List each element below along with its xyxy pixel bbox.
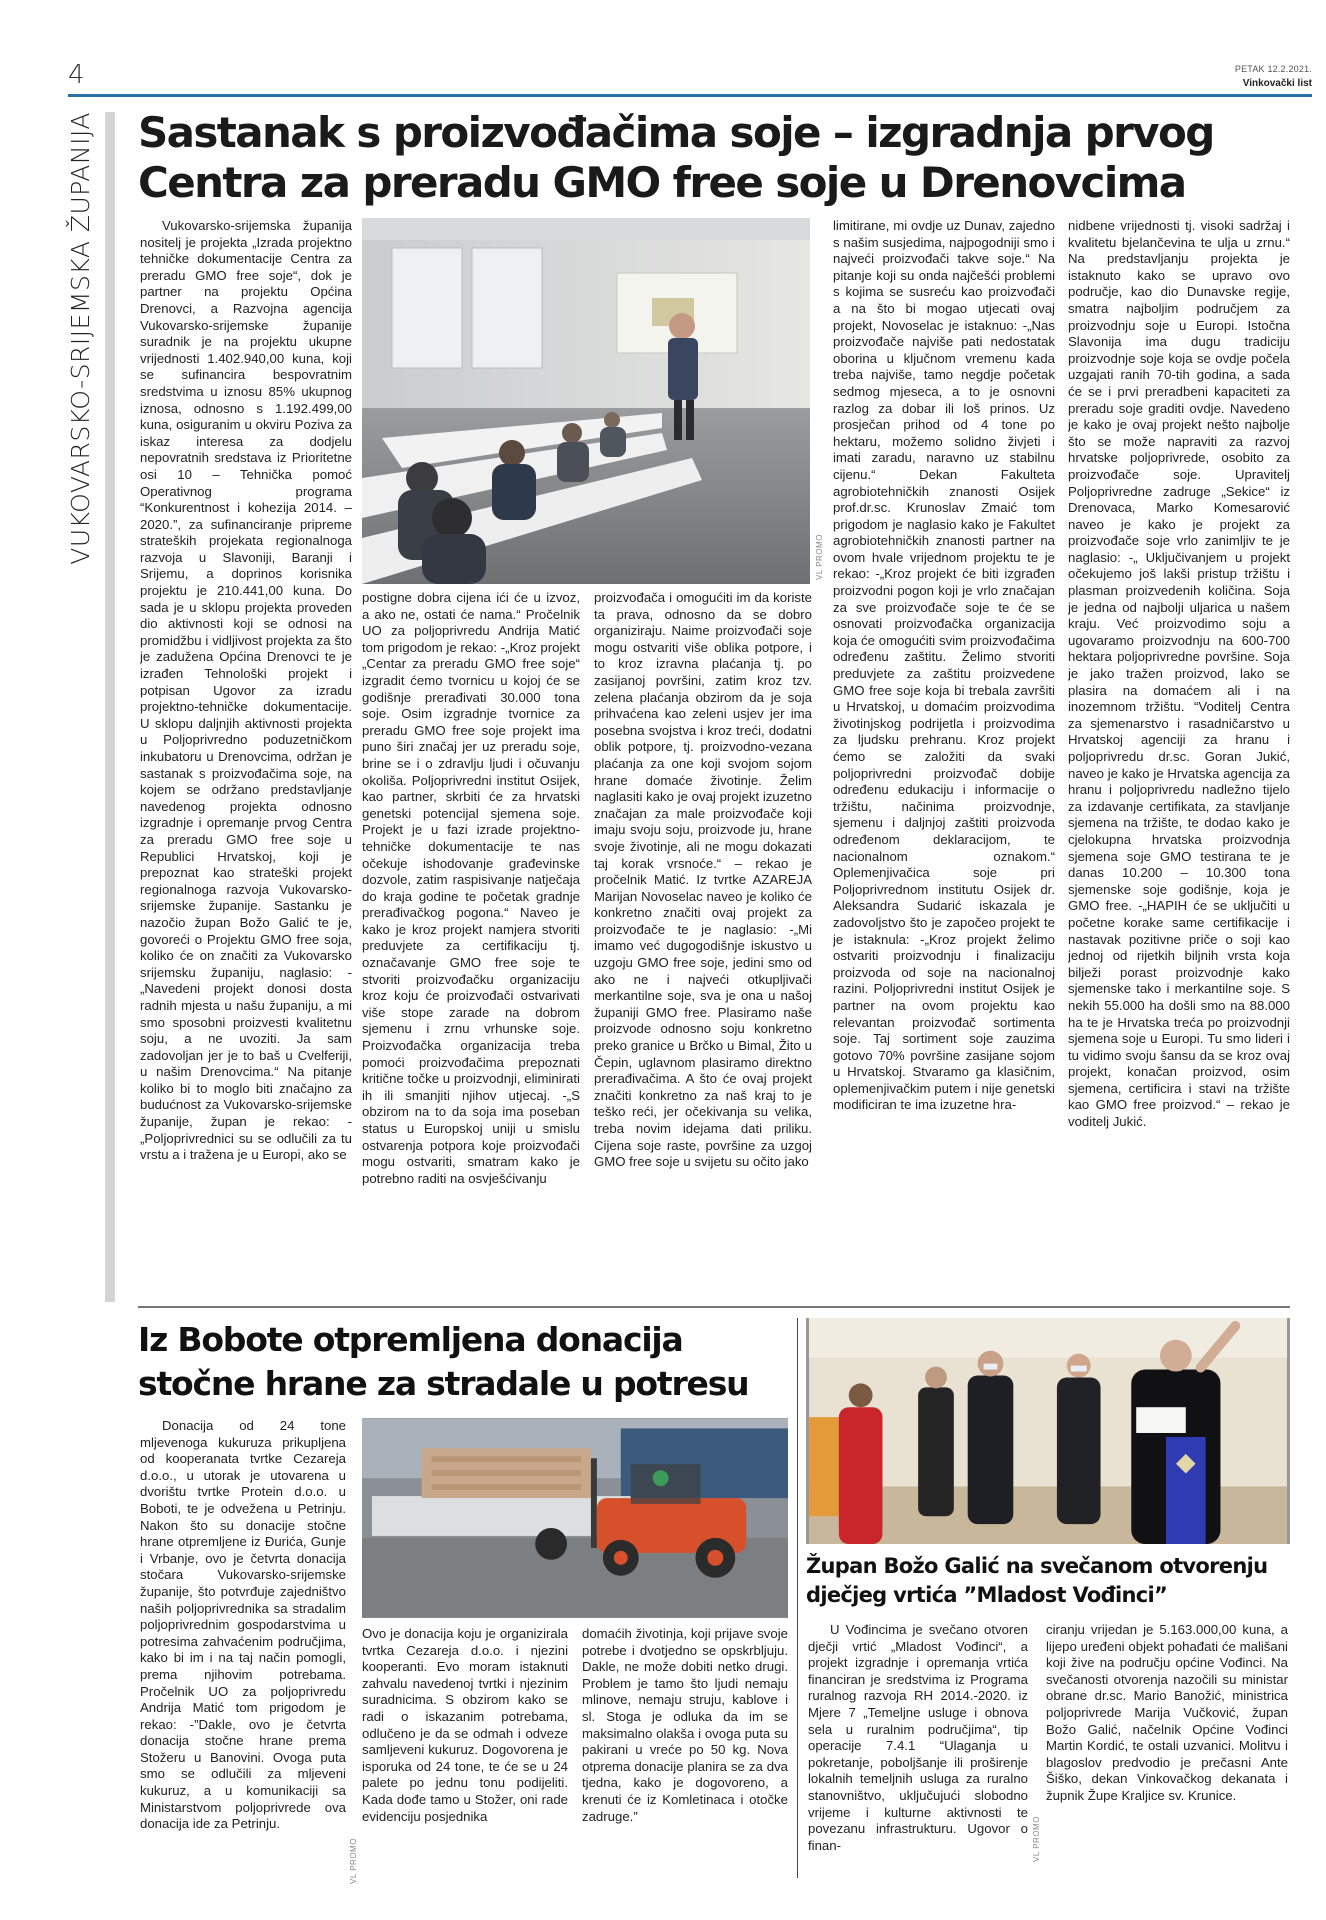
article-2-text-2: Ovo je donacija koju je organizirala tvrtka Cezareja d.o.o. i njezini kooperanti. Evo moram istaknuti zahvalu navedenoj tvrtki i njezinim suradnicima. S obzirom kako se radi o iskazanim potrebama, odlučeno je da se odmah i odveze samljeveni kukuruz. Dogovorena je isporuka od 24 tone, te će se u 24 palete po jednu tonu podijeliti. Kada dođe tamo u Stožer, oni rade evidenciju posjednika (362, 1626, 568, 1824)
article-1-photo-meeting (362, 218, 810, 584)
publication-name: Vinkovački list (1242, 78, 1312, 89)
article-divider (138, 1306, 1290, 1308)
kindergarten-photo-illustration (806, 1318, 1290, 1544)
publication-date: PETAK 12.2.2021. (1234, 64, 1312, 74)
article-1-text-2: postigne dobra cijena ići će u izvoz, a ako ne, ostati će nama.“ Pročelnik UO za poljoprivredu Andrija Matić tom prigodom je rekao: -„Kroz projekt „Centar za preradu GMO free soje“ izgradit ćemo tvornicu u kojoj će se godišnje prerađivati 30.000 tona soje. Osim izgradnje tvornice za preradu GMO free soje projekt ima puno širi značaj jer uz preradu soje, brine se i o zdravlju ljudi i očuvanju okoliša. Poljoprivredni institut Osijek, kao partner, skrbiti će za hrvatski genetski potencijal sjemena soje. Projekt je u fazi izrade projektno-tehničke dokumentacije te nas očekuje ishodovanje građevinske dozvole, zatim raspisivanje natječaja do kraja godine te početak gradnje prerađivačkog pogona.“ Naveo je kako je kroz projekt namjera stvoriti preduvjete za certifikaciju tj. označavanje GMO free soje te stvoriti proizvođačku organizaciju kroz koju će proizvođači ostvarivati više stope zarade na dobrom sjemenu i zrnu vrhunske soje. Proizvođačka organizacija treba pomoći proizvođačima prepoznati kritične točke u proizvodnji, eliminirati ih ili smanjiti njihov utjecaj. -„S obzirom na to da soja ima poseban status u Europskoj uniji u smislu ostvarenja potpora koje proizvođači mogu ostvariti, smatram kako je potrebno raditi na osvješćivanju (362, 590, 580, 1186)
article-2-text-1: Donacija od 24 tone mljevenoga kukuruza prikupljena od kooperanata tvrtke Cezareja d.o.o., u utorak je utovarena u dvorištu tvrtke Protein d.o.o. u Boboti, te je odvežena u Petrinju. Nakon što su donacije stočne hrane otpremljene iz Đurića, Gunje i Vrbanje, ovo je četvrta donacija stočara Vukovarsko-srijemske županije, što potvrđuje zajedništvo naših poljoprivrednika sa stradalim poljoprivrednim gospodarstvima u potresima zahvaćenim područjima, kako bi im i na taj način pomogli, prema njihovim potrebama. Pročelnik UO za poljoprivredu Andrija Matić tom prigodom je rekao: -”Dakle, ovo je četvrta donacija stočne hrane prema Stožeru u Banovini. Ovoga puta smo se odlučili za mljeveni kukuruz, a u komunikaciji sa Ministarstvom poljoprivrede ova donacija ide za Petrinju. (140, 1418, 346, 1832)
article-3-headline-line-2: dječjeg vrtića ”Mladost Vođinci” (806, 1583, 1168, 1607)
section-bar (105, 112, 115, 1302)
forklift-photo-illustration (362, 1418, 788, 1618)
article-1-column-4 (833, 218, 1055, 1298)
article-2-text-3: domaćih životinja, koji prijave svoje potrebe i dvotjedno se opskrbljuju. Dakle, ne može dobiti netko drugi. Problem je tamo što ljudi nemaju mlinove, nemaju struju, kablove i sl. Stoga je odluka da im se maksimalno olakša i ovoga puta su pakirani u vreće po 50 kg. Nova otprema donacije planira se za dva tjedna, kako je dogovoreno, a krenuti će iz Komletinaca i otočke zadruge.” (582, 1626, 788, 1824)
article-3-text-2: ciranju vrijedan je 5.163.000,00 kuna, a lijepo uređeni objekt pohađati će mališani koji žive na području općine Vođinci. Na svečanosti otvorenja nazočili su ministar obrane dr.sc. Mario Banožić, ministrica poljoprivrede Marija Vučković, župan Božo Galić, načelnik Općine Vođinci Martin Kordić, te ostali uzvanici. Molitvu i blagoslov predvodio je prečasni Ante Šiško, dekan Vinkovačkog dekanata i župnik Župe Kraljice sv. Krunice. (1046, 1622, 1288, 1803)
photo-credit-1: VL PROMO (815, 534, 824, 580)
meeting-photo-illustration (362, 218, 810, 584)
article-2-headline (138, 1318, 788, 1410)
photo-credit-2: VL PROMO (349, 1838, 358, 1884)
article-2-column-2 (362, 1626, 568, 1846)
article-3-photo-kindergarten (806, 1318, 1290, 1544)
article-3-text-1: U Vođincima je svečano otvoren dječji vrtić „Mladost Vođinci“, a projekt izgradnje i opremanja vrtića financiran je sredstvima iz Programa ruralnog razvoja RH 2014.-2020. iz Mjere 7 „Temeljne usluge i obnova sela u ruralnim područjima“, tip operacije 7.4.1 “Ulaganja u pokretanje, poboljšanje ili proširenje lokalnih temeljnih usluga za ruralno stanovništvo, uključujući slobodno vrijeme i kulturne aktivnosti te povezanu infrastrukturu. Ugovor o finan- (808, 1622, 1028, 1853)
article-3-column-2 (1046, 1622, 1288, 1872)
article-2-column-1 (140, 1418, 346, 1838)
article-3-column-1 (808, 1622, 1028, 1872)
article-1-text-1: Vukovarsko-srijemska županija nositelj je projekta „Izrada projektno tehničke dokumentacije Centra za preradu GMO free soje“, dok je partner na projektu Općina Drenovci, a Razvojna agencija Vukovarsko-srijemske županije suradnik je na projektu ukupne vrijednosti 1.402.940,00 kuna, koji se sufinancira bespovratnim sredstvima u iznosu 85% ukupnog iznosa, odnosno s 1.192.499,00 kuna, osiguranim u okviru Poziva za iskaz interesa za dodjelu nepovratnih sredstava iz Prioritetne osi 10 – Tehnička pomoć Operativnog programa “Konkurentnost i kohezija 2014. – 2020.”, za sufinanciranje pripreme strateških projekata regionalnoga razvoja u Slavoniji, Baranji i Srijemu, a doprinos korisnika projektu je 210.441,00 kuna. Do sada je u sklopu projekta proveden dio aktivnosti koji se odnosi na promidžbu i vidljivost projekta za što je zadužena Općina Drenovci te je izrađen Tehnološki projekt i potpisan Ugovor za izradu projektno-tehničke dokumentacije. U sklopu daljnjih aktivnosti projekta u Poljoprivredno poduzetničkom inkubatoru u Drenovcima, održan je sastanak s proizvođačima soje, na kojem se održano predstavljanje navedenog projekta odnosno izgradnje i opremanje prvog Centra za preradu GMO free soje u Republici Hrvatskoj, koji je prepoznat kao strateški projekt regionalnoga razvoja Vukovarsko-srijemske županije. Sastanku je nazočio župan Božo Galić te je, govoreći o Projektu GMO free soja, koliko će on značiti za Vukovarsko srijemsku županiju, naglasio: - „Navedeni projekt donosi dosta radnih mjesta u našu županiju, a mi smo sposobni proizvesti kvalitetnu soju, a ne uvoziti. Ja sam zadovoljan jer je to baš u Cvelferiji, u našim Drenovcima.“ Na pitanje koliko bi to moglo biti značajno za budućnost za Vukovarsko-srijemske županije, župan je rekao: -„Poljoprivrednici su se odlučili za tu vrstu a i tražena je u Europi, ako se (140, 218, 352, 1163)
column-divider (797, 1318, 798, 1878)
article-1-column-3 (594, 590, 812, 1300)
article-2-photo-forklift (362, 1418, 788, 1618)
article-1-headline-line-2: Centra za preradu GMO free soje u Drenovcima (138, 158, 1186, 207)
article-1-headline-line-1: Sastanak s proizvođačima soje – izgradnja prvog (138, 108, 1214, 157)
article-1-column-2 (362, 590, 580, 1300)
page-number: 4 (68, 60, 85, 90)
section-label-text: VUKOVARSKO-SRIJEMSKA ŽUPANIJA (66, 112, 95, 565)
article-1-column-1 (140, 218, 352, 1298)
article-1-text-4: limitirane, mi ovdje uz Dunav, zajedno s našim susjedima, najpogodniji smo i najveći proizvođači takve soje.“ Na pitanje koji su onda najčešći problemi s kojima se susreću kao proizvođači a na što bi mogao utjecati ovaj projekt, Novoselac je istaknuo: -„Nas proizvođače najviše pati nedostatak oborina u ključnom vremenu kada treba najviše, tamo negdje početak sedmog mjeseca, a to je osnovni razlog za dobar ili loš prinos. Uz prosječan prihod od 4 tone po hektaru, možemo solidno živjeti i imati zaradu, naravno uz stabilnu cijenu.“ Dekan Fakulteta agrobiotehničkih znanosti Osijek prof.dr.sc. Krunoslav Zmaić tom prigodom je naglasio kako je Fakultet agrobiotehničkih znanosti partner na ovom hvale vrijednom projektu te je rekao: -„Kroz projekt će biti izgrađen proizvodni pogon koji je vrlo značajan za sve proizvođače soje te će se osnovati proizvođačka organizacija koja će omogućiti svim proizvođačima određenu zaštitu. Želimo stvoriti preduvjete za zaštitu proizvedene GMO free soje koja bi trebala završiti u Hrvatskoj, u domaćim proizvodima životinjskog podrijetla i proizvodima za ljudsku prehranu. Kroz projekt ćemo se založiti da svaki poljoprivredni proizvođač dobije određenu edukaciju i informacije o tržištu, načinima proizvodnje, sjemenu i daljnjoj zaštiti proizvoda određenom deklaracijom, te nacionalnom oznakom.“ Oplemenjivačica soje pri Poljoprivrednom institutu Osijek dr. Aleksandra Sudarić iskazala je zadovoljstvo što je započeo projekt te je istaknula: -„Kroz projekt želimo ostvariti proizvodnju i finalizaciju proizvoda od soje na nacionalnoj razini. Poljoprivredni institut Osijek je partner na ovom projektu kao relevantan proizvođač sortimenta soje. Taj sortiment soje zauzima gotovo 70% površine zasijane sojom u Hrvatskoj. Stvaramo ga klasičnim, oplemenjivačkim putem i nije genetski modificiran te ima izuzetne hra- (833, 218, 1055, 1113)
article-2-column-3 (582, 1626, 788, 1846)
article-1-column-5 (1068, 218, 1290, 1298)
article-1-headline (138, 108, 1318, 210)
article-3-headline (806, 1552, 1306, 1614)
photo-credit-3: VL PROMO (1032, 1816, 1041, 1862)
section-label (64, 112, 98, 792)
article-3-headline-line-1: Župan Božo Galić na svečanom otvorenju (806, 1554, 1268, 1578)
article-1-text-5: nidbene vrijednosti tj. visoki sadržaj i kvalitetu bjelančevina te ulja u zrnu.“ Na predstavljanju projekta je istaknuto kako se upravo ovo područje, kao dio Dunavske regije, smatra najboljim područjem za proizvodnju soje u Europi. Istočna Slavonija ima dugu tradiciju proizvodnje soje koja se ovdje počela uzgajati ranih 70-tih godina, a sada će se i prvi preradbeni kapaciteti za preradu soje graditi ovdje. Navedeno je kako je ovaj projekt nešto najbolje što se može napraviti za razvoj hrvatske poljoprivrede, osobito za proizvođače soje. Upravitelj Poljoprivredne zadruge „Sekice“ iz Drenovaca, Marko Komesarović naveo je kako je projekt za proizvođače soje vrlo zanimljiv te je naglasio: -„ Uključivanjem u projekt očekujemo još lakši pristup tržištu i plasman proizvedenih količina. Soja je jedna od najbolji uljarica u našem kraju. Već proizvodimo soju a ugovaramo proizvodnju na 600-700 hektara poljoprivredne površine. Soja je jako tražen proizvod, lako se plasira na domaćem ali i na inozemnom tržištu. “Voditelj Centra za sjemenarstvo i rasadničarstvo u Hrvatskoj agenciji za hranu i poljoprivredu dr.sc. Goran Jukić, naveo je kako je Hrvatska agencija za hranu i poljoprivredu nadležno tijelo za izdavanje certifikata, za stavljanje sjemena na tržište, te dodao kako je cjelokupna hrvatska proizvodnja sjemena soje GMO testirana te je danas 10.200 – 10.300 tona sjemenske soje godišnje, koja je GMO free. -„HAPIH će se uključiti u početne korake same certifikacije i nastavak pozitivne priče o soji kao jednoj od rijetkih biljnih vrsta koja bilježi porast proizvodnje kako sjemenske tako i merkantilne soje. S nekih 55.000 ha došli smo na 88.000 ha te je Hrvatska treća po proizvodnji sjemena soje u Europi. Tu smo lideri i tu vidimo svoju šansu da se kroz ovaj projekt, konačan proizvod, osim sjemena, certificira i stavi na tržište kao GMO free proizvod.“ – rekao je voditelj Jukić. (1068, 218, 1290, 1130)
article-2-headline-line-2: stočne hrane za stradale u potresu (138, 1364, 749, 1403)
article-1-text-3: proizvođača i omogućiti im da koriste ta prava, odnosno da se dobro organiziraju. Naime proizvođači soje mogu ostvariti više oblika potpore, i to kroz izravna plaćanja tj. po zasijanoj površini, zatim kroz tzv. zelena plaćanja obzirom da je soja prihvaćena kao zeleni usjev jer ima posebna svojstva i kroz treći, dodatni oblik potpore, tj. proizvodno-vezana plaćanja za one koji svojom sojom hrane domaće životinje. Želim naglasiti kako je ovaj projekt izuzetno značajan za male proizvođače koji imaju svoju soju, proizvode ju, hrane svoje životinje, ali ne mogu dokazati taj korak vrsnoće.“ – rekao je pročelnik Matić. Iz tvrtke AZAREJA Marijan Novoselac naveo je koliko će konkretno značiti ovaj projekt za proizvođače te je naglasio: -„Mi imamo već dugogodišnje iskustvo u uzgoju GMO free soje, jedini smo od ako ne i najveći otkupljivači merkantilne soje, sva je ona u našoj županiji GMO free. Plasiramo naše proizvode odnosno soju konkretno preko granice u Brčko u Bimal, Žito u Čepin, uglavnom plasiramo direktno prerađivačima. A što će ovaj projekt značiti konkretno za naš kraj to je teško reći, jer očekivanja su velika, treba novim idejama dati priliku. Cijena soje raste, površine za uzgoj GMO free soje u svijetu su očito jako (594, 590, 812, 1170)
header-rule (68, 94, 1312, 97)
article-2-headline-line-1: Iz Bobote otpremljena donacija (138, 1320, 683, 1359)
